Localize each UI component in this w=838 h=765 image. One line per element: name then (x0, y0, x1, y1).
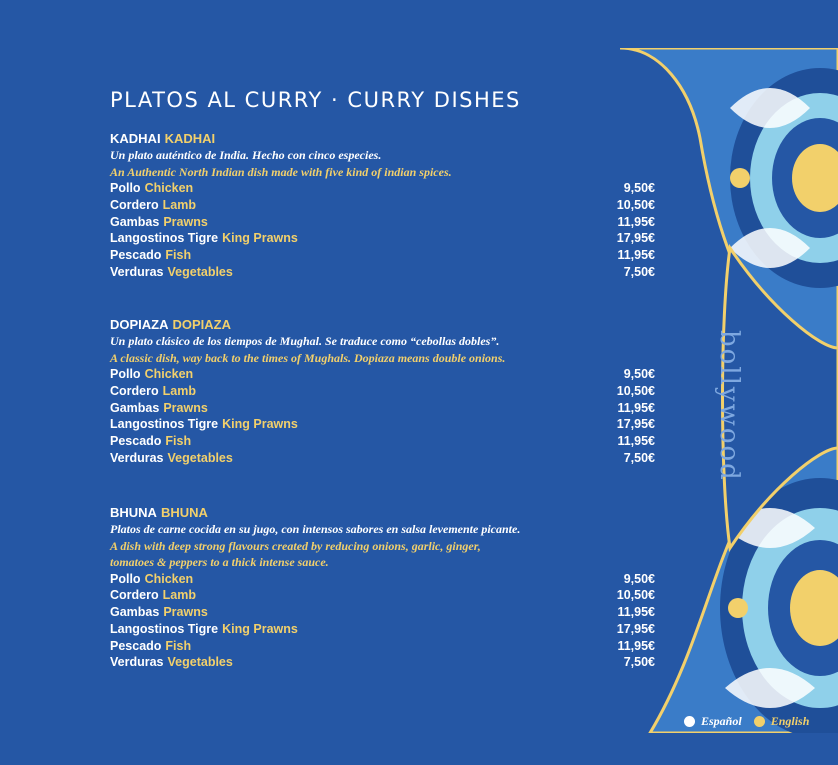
item-name-en: Lamb (162, 197, 196, 212)
item-name-en: Fish (165, 434, 192, 449)
item-name-es: Gambas (110, 214, 160, 229)
item-price: 7,50€ (623, 450, 655, 465)
item-name-es: Pollo (110, 367, 141, 381)
item-name-es: Langostinos Tigre (110, 231, 219, 246)
item-name-en: Vegetables (167, 264, 233, 279)
item-name-es: Gambas (110, 400, 160, 415)
item-name-en: Chicken (144, 181, 194, 195)
menu-item (110, 180, 655, 197)
item-name-es: Cordero (110, 383, 159, 398)
item-name-es: Pollo (110, 571, 141, 586)
menu-item (110, 587, 655, 604)
item-price: 11,95€ (617, 605, 655, 620)
yellow-dot-icon (754, 716, 765, 727)
description-en: An Authentic North Indian dish made with five kind of indian spices. (110, 164, 452, 179)
item-name-en: King Prawns (222, 621, 298, 636)
legend-en: English (770, 714, 810, 728)
description-en: A classic dish, way back to the times of Mughals. Dopiaza means double onions. (110, 350, 506, 365)
item-name-es: Verduras (110, 450, 164, 465)
menu-item (110, 416, 655, 433)
brand-logo: bollywood (714, 330, 744, 482)
description-en: tomatoes & peppers to a thick intense sauce. (110, 555, 329, 569)
section-name-es: DOPIAZA (110, 317, 169, 332)
item-name-en: King Prawns (222, 417, 298, 432)
item-price: 11,95€ (617, 214, 655, 229)
menu-item (110, 230, 655, 247)
item-name-es: Langostinos Tigre (110, 417, 219, 432)
item-price: 10,50€ (616, 197, 655, 212)
item-name-es: Langostinos Tigre (110, 621, 219, 636)
item-name-es: Gambas (110, 605, 160, 620)
item-name-en: Prawns (163, 400, 208, 415)
item-price: 7,50€ (623, 655, 655, 670)
description-es: Un plato clásico de los tiempos de Mughal. Se traduce como “cebollas dobles”. (110, 334, 500, 348)
menu-section (110, 504, 655, 671)
item-price: 11,95€ (617, 434, 655, 449)
menu-item (110, 621, 655, 638)
item-name-en: Chicken (144, 367, 194, 381)
section-name-en: BHUNA (160, 505, 208, 520)
item-name-en: Fish (165, 638, 192, 653)
white-dot-icon (684, 716, 695, 727)
item-price: 10,50€ (616, 588, 655, 603)
item-price: 9,50€ (623, 367, 655, 381)
menu-section (110, 316, 655, 467)
item-name-es: Cordero (110, 588, 159, 603)
item-name-en: Chicken (144, 571, 194, 586)
menu-item (110, 638, 655, 655)
language-legend (684, 714, 809, 729)
item-name-en: Lamb (162, 383, 196, 398)
item-price: 9,50€ (623, 181, 655, 195)
menu-item (110, 264, 655, 281)
section-name-es: BHUNA (110, 505, 157, 520)
item-price: 10,50€ (616, 383, 655, 398)
item-price: 17,95€ (616, 417, 655, 432)
menu-item (110, 197, 655, 214)
item-name-en: Lamb (162, 588, 196, 603)
section-name-en: DOPIAZA (172, 317, 231, 332)
menu-item (110, 433, 655, 450)
menu-section (110, 130, 655, 281)
item-name-es: Verduras (110, 655, 164, 670)
item-name-en: Vegetables (167, 450, 233, 465)
item-name-en: Prawns (163, 214, 208, 229)
item-price: 9,50€ (623, 571, 655, 586)
item-name-en: King Prawns (222, 231, 298, 246)
item-name-en: Fish (165, 248, 192, 263)
item-name-es: Cordero (110, 197, 159, 212)
item-price: 11,95€ (617, 248, 655, 263)
menu-item (110, 214, 655, 231)
description-es: Un plato auténtico de India. Hecho con cinco especies. (110, 148, 382, 162)
page-title: PLATOS AL CURRY · CURRY DISHES (110, 88, 521, 112)
item-name-es: Verduras (110, 264, 164, 279)
menu-item (110, 654, 655, 671)
item-price: 11,95€ (617, 638, 655, 653)
section-heading (110, 504, 655, 521)
menu-item (110, 247, 655, 264)
menu-item (110, 366, 655, 383)
menu-item (110, 383, 655, 400)
item-name-es: Pescado (110, 248, 162, 263)
item-name-en: Prawns (163, 605, 208, 620)
menu-item (110, 571, 655, 588)
description-en: A dish with deep strong flavours created by reducing onions, garlic, ginger, (110, 538, 481, 553)
item-price: 17,95€ (616, 621, 655, 636)
menu-item (110, 400, 655, 417)
item-price: 11,95€ (617, 400, 655, 415)
section-name-en: KADHAI (164, 131, 216, 146)
description-es: Platos de carne cocida en su jugo, con intensos sabores en salsa levemente picante. (110, 522, 521, 536)
legend-es: Español (701, 714, 742, 728)
item-price: 7,50€ (623, 264, 655, 279)
menu-item (110, 604, 655, 621)
item-price: 17,95€ (616, 231, 655, 246)
section-heading (110, 130, 655, 147)
section-name-es: KADHAI (110, 131, 161, 146)
item-name-es: Pescado (110, 434, 162, 449)
item-name-es: Pescado (110, 638, 162, 653)
item-name-es: Pollo (110, 181, 141, 195)
menu-item (110, 450, 655, 467)
section-heading (110, 316, 655, 333)
item-name-en: Vegetables (167, 655, 233, 670)
